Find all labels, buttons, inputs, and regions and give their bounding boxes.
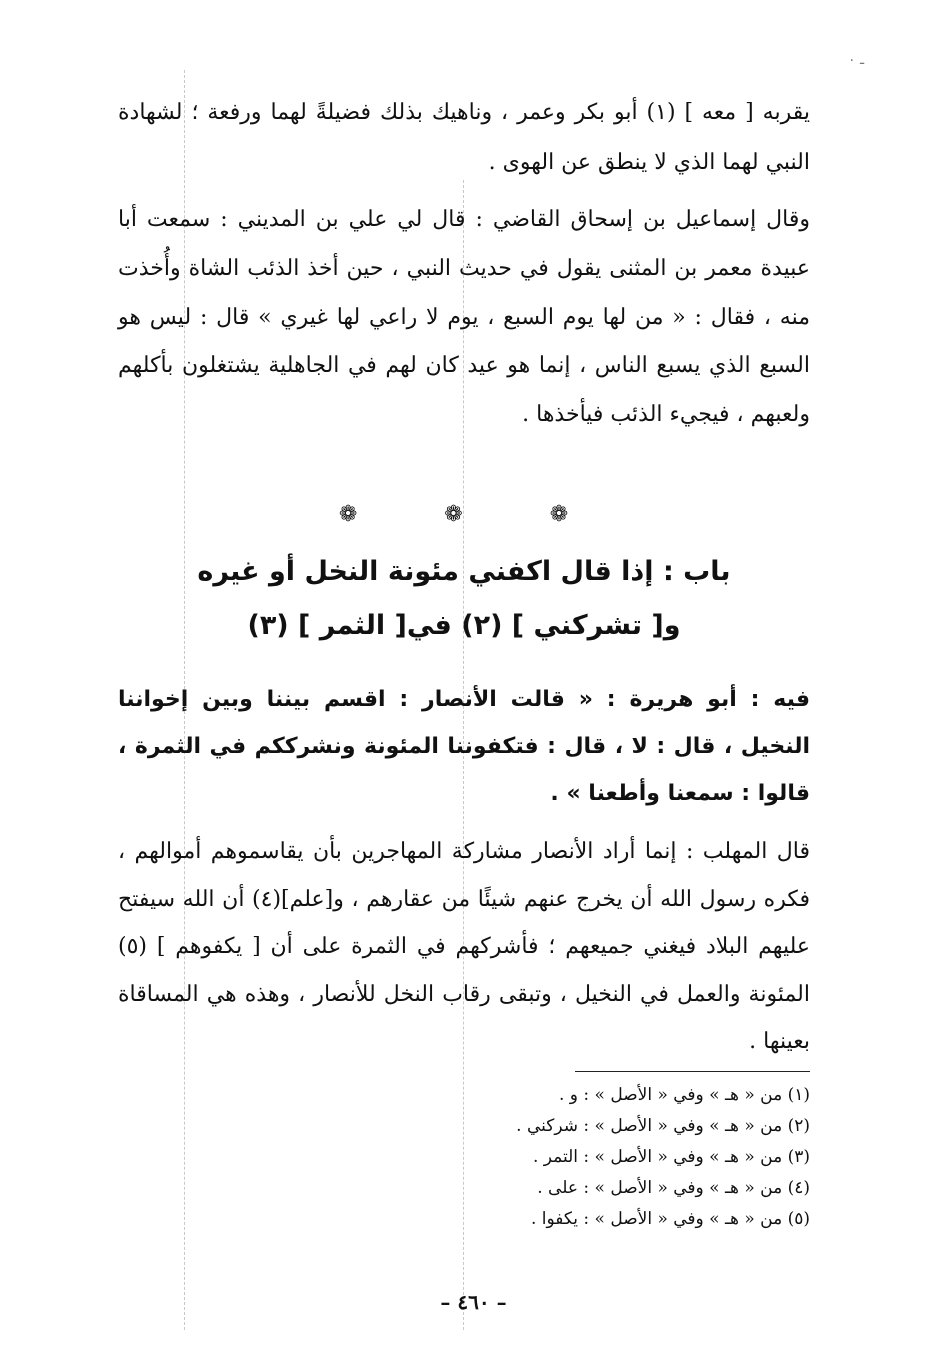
- chapter-heading-line-1: باب : إذا قال اكفني مئونة النخل أو غيره: [197, 556, 731, 587]
- footnote-1: (١) من « هـ » وفي « الأصل » : و .: [558, 1085, 810, 1105]
- footnote-3: (٣) من « هـ » وفي « الأصل » : التمر .: [532, 1147, 810, 1167]
- paragraph-1: يقربه [ معه ] (١) أبو بكر وعمر ، وناهيك بذلك فضيلةً لهما ورفعة ؛ لشهادة النبي لهما الذي لا ينطق عن الهوى .: [118, 100, 810, 175]
- page-number: – ٤٦٠ –: [440, 1290, 507, 1314]
- corner-mark: ـ ٠: [848, 52, 865, 68]
- footnote-4: (٤) من « هـ » وفي « الأصل » : على .: [537, 1178, 810, 1198]
- footnote-2: (٢) من « هـ » وفي « الأصل » : شركني .: [516, 1116, 810, 1136]
- paragraph-3: قال المهلب : إنما أراد الأنصار مشاركة المهاجرين بأن يقاسموهم أموالهم ، فكره رسول الله أن يخرج عنهم شيئًا من عقارهم ، و[علم](٤) أن الله سيفتح عليهم البلاد فيغني جميعهم ؛ فأشركهم في الثمرة على أن [ يكفوهم ] (٥) المئونة والعمل في النخيل ، وتبقى رقاب النخل للأنصار ، وهذه هي المساقاة بعينها .: [118, 839, 811, 1054]
- footnote-5: (٥) من « هـ » وفي « الأصل » : يكفوا .: [530, 1209, 810, 1229]
- footnote-rule: [575, 1071, 810, 1072]
- paragraph-2: وقال إسماعيل بن إسحاق القاضي : قال لي علي بن المديني : سمعت أبا عبيدة معمر بن المثنى يقول في حديث النبي ، حين أخذ الذئب الشاة وأُخذت منه ، فقال : « من لها يوم السبع ، يوم لا راعي لها غيري » قال : ليس هو السبع الذي يسبع الناس ، إنما هو عيد كان لهم في الجاهلية يشتغلون بأكلهم ولعبهم ، فيجيء الذئب فيأخذها .: [118, 207, 810, 428]
- chapter-heading-line-2: و[ تشركني ] (٢) في[ الثمر ] (٣): [247, 610, 681, 641]
- section-separator: ❁ ❁ ❁: [338, 502, 609, 527]
- footnotes: [300, 1080, 810, 1235]
- hadith-text: فيه : أبو هريرة : « قالت الأنصار : اقسم بيننا وبين إخواننا النخيل ، قال : لا ، قال : فتكفوننا المئونة ونشرككم في الثمرة ، قالوا : سمعنا وأطعنا » .: [118, 687, 810, 806]
